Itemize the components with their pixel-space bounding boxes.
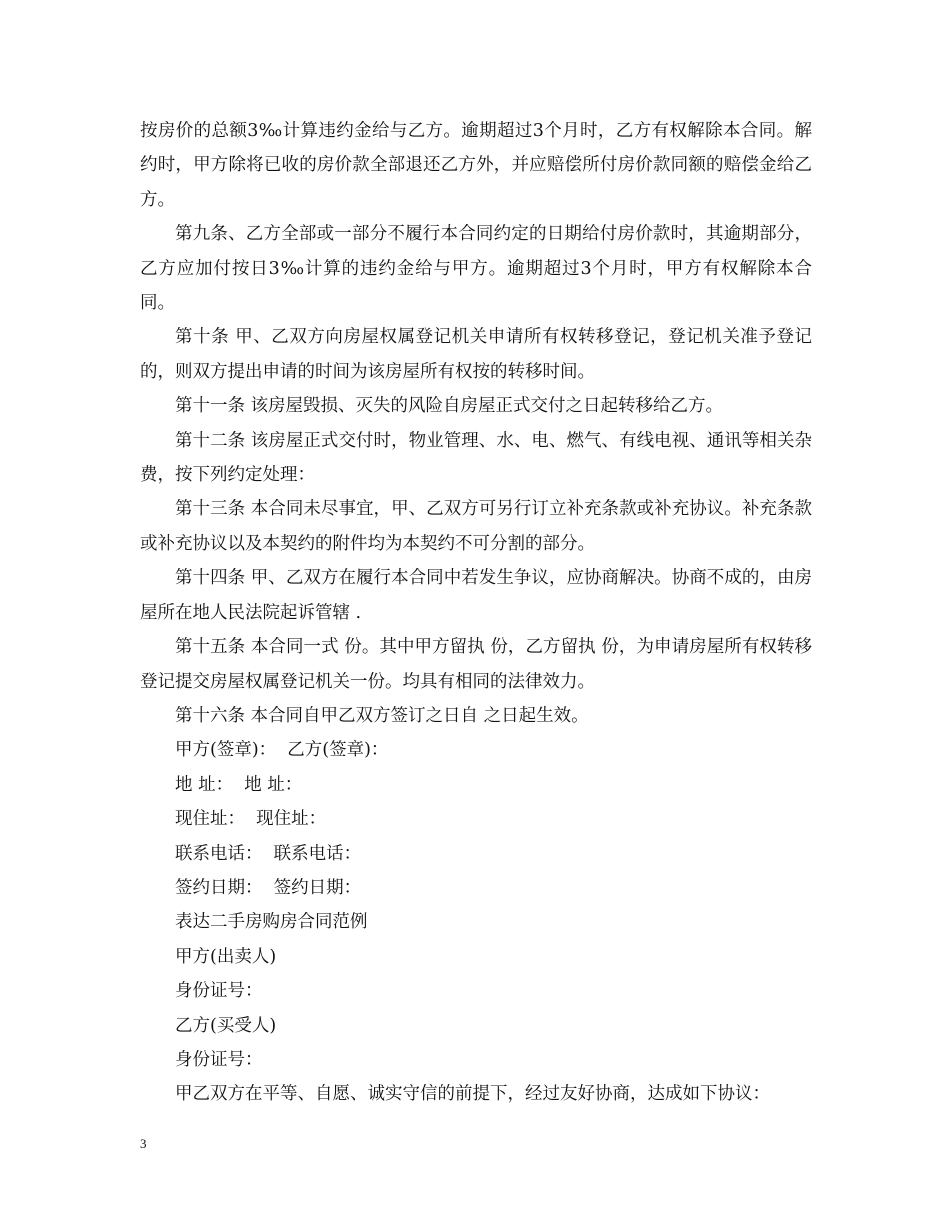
- phone-line: 联系电话： 联系电话：: [175, 843, 362, 864]
- article-16: 第十六条 本合同自甲乙双方签订之日自 之日起生效。: [175, 705, 589, 726]
- article-14: 第十四条 甲、乙双方在履行本合同中若发生争议，应协商解决。协商不成的，由房屋所在地人民法院起诉管辖 .: [140, 568, 812, 623]
- party-b-line: 乙方(买受人): [175, 1015, 277, 1036]
- signature-line: 甲方(签章)： 乙方(签章)：: [175, 740, 389, 761]
- article-15: 第十五条 本合同一式 份。其中甲方留执 份，乙方留执 份，为申请房屋所有权转移登记提交房屋权属登记机关一份。均具有相同的法律效力。: [140, 637, 812, 692]
- party-a-line: 甲方(出卖人): [175, 946, 277, 967]
- section-heading: 表达二手房购房合同范例: [175, 912, 368, 933]
- article-9: 第九条、乙方全部或一部分不履行本合同约定的日期给付房价款时，其逾期部分，乙方应加付按日3‰计算的违约金给与甲方。逾期超过3个月时，甲方有权解除本合同。: [140, 224, 812, 314]
- party-a-id-line: 身份证号：: [175, 981, 263, 1002]
- current-address-line: 现住址： 现住址：: [175, 809, 327, 830]
- agreement-intro: 甲乙双方在平等、自愿、诚实守信的前提下，经过友好协商，达成如下协议：: [175, 1084, 770, 1105]
- article-11: 第十一条 该房屋毁损、灭失的风险自房屋正式交付之日起转移给乙方。: [175, 396, 724, 417]
- party-b-id-line: 身份证号：: [175, 1049, 263, 1070]
- article-10: 第十条 甲、乙双方向房屋权属登记机关申请所有权转移登记，登记机关准予登记的，则双方提出申请的时间为该房屋所有权按的转移时间。: [140, 327, 812, 382]
- article-13: 第十三条 本合同未尽事宜，甲、乙双方可另行订立补充条款或补充协议。补充条款或补充协议以及本契约的附件均为本契约不可分割的部分。: [140, 499, 812, 554]
- address-line: 地 址： 地 址：: [175, 774, 303, 795]
- contract-body: [140, 114, 812, 1112]
- paragraph-continuation: 按房价的总额3‰计算违约金给与乙方。逾期超过3个月时，乙方有权解除本合同。解约时，甲方除将已收的房价款全部退还乙方外，并应赔偿所付房价款同额的赔偿金给乙方。: [140, 121, 812, 210]
- page-number: 3: [140, 1136, 147, 1151]
- article-12: 第十二条 该房屋正式交付时，物业管理、水、电、燃气、有线电视、通讯等相关杂费，按下列约定处理：: [140, 430, 812, 486]
- sign-date-line: 签约日期： 签约日期：: [175, 877, 362, 898]
